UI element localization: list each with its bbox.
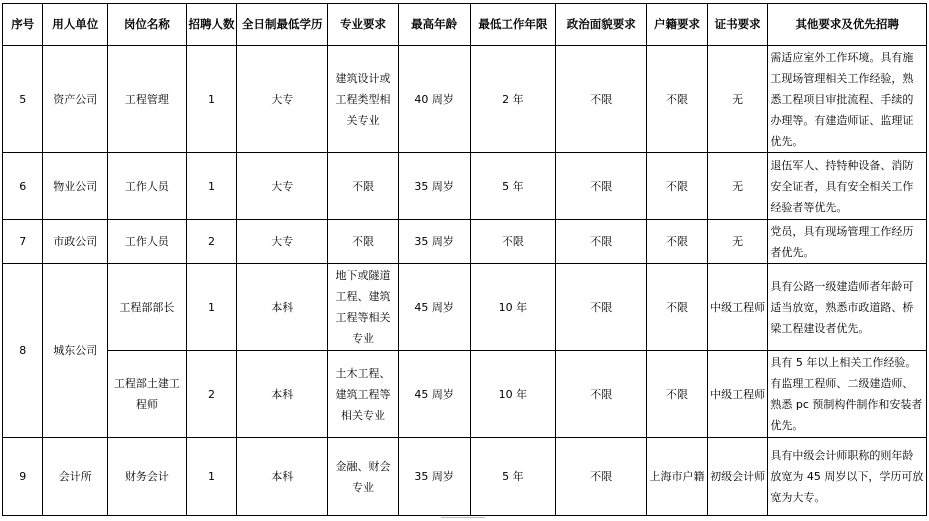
cell-hukou: 不限: [647, 220, 708, 264]
header-row: [3, 4, 927, 46]
cell-cert: 无: [707, 153, 768, 220]
cell-education: 大专: [237, 46, 328, 153]
cell-major: 金融、财会专业: [328, 438, 399, 516]
cell-political: 不限: [556, 264, 647, 351]
header-count: 招聘人数: [186, 4, 236, 46]
cell-hukou: 不限: [647, 46, 708, 153]
cell-unit: 城东公司: [43, 264, 108, 438]
cell-education: 大专: [237, 153, 328, 220]
cell-political: 不限: [556, 153, 647, 220]
cell-cert: 无: [707, 46, 768, 153]
recruitment-table: [2, 3, 927, 516]
table-row: [3, 351, 927, 438]
cell-major: 土木工程、建筑工程等相关专业: [328, 351, 399, 438]
cell-position: 工程部土建工程师: [108, 351, 187, 438]
cell-age: 45 周岁: [398, 264, 470, 351]
cell-count: 1: [186, 153, 236, 220]
cell-political: 不限: [556, 438, 647, 516]
cell-count: 2: [186, 220, 236, 264]
table-row: [3, 264, 927, 351]
cell-other: 具有中级会计师职称的则年龄放宽为 45 周岁以下，学历可放宽为大专。: [768, 438, 927, 516]
header-political: 政治面貌要求: [556, 4, 647, 46]
cell-hukou: 不限: [647, 351, 708, 438]
header-age: 最高年龄: [398, 4, 470, 46]
cell-position: 工作人员: [108, 153, 187, 220]
cell-education: 本科: [237, 264, 328, 351]
cell-education: 大专: [237, 220, 328, 264]
cell-years: 10 年: [470, 264, 556, 351]
header-no: 序号: [3, 4, 43, 46]
cell-hukou: 上海市户籍: [647, 438, 708, 516]
cell-age: 45 周岁: [398, 351, 470, 438]
cell-major: 不限: [328, 220, 399, 264]
cell-other: 退伍军人、持特种设备、消防安全证者，具有安全相关工作经验者等优先。: [768, 153, 927, 220]
cell-political: 不限: [556, 351, 647, 438]
header-years: 最低工作年限: [470, 4, 556, 46]
table-row: [3, 438, 927, 516]
cell-education: 本科: [237, 351, 328, 438]
cell-cert: 中级工程师: [707, 351, 768, 438]
cell-cert: 无: [707, 220, 768, 264]
cell-years: 2 年: [470, 46, 556, 153]
cell-unit: 资产公司: [43, 46, 108, 153]
table-row: [3, 46, 927, 153]
cell-cert: 中级工程师: [707, 264, 768, 351]
cell-unit: 物业公司: [43, 153, 108, 220]
cell-position: 工作人员: [108, 220, 187, 264]
header-cert: 证书要求: [707, 4, 768, 46]
cell-age: 40 周岁: [398, 46, 470, 153]
cell-hukou: 不限: [647, 264, 708, 351]
cell-education: 本科: [237, 438, 328, 516]
header-hukou: 户籍要求: [647, 4, 708, 46]
cell-no: 9: [3, 438, 43, 516]
cell-political: 不限: [556, 220, 647, 264]
cell-cert: 初级会计师: [707, 438, 768, 516]
cell-count: 1: [186, 264, 236, 351]
table-row: [3, 153, 927, 220]
cell-position: 工程部部长: [108, 264, 187, 351]
cell-count: 2: [186, 351, 236, 438]
cell-years: 10 年: [470, 351, 556, 438]
cell-no: 5: [3, 46, 43, 153]
table-row: [3, 220, 927, 264]
cell-position: 工程管理: [108, 46, 187, 153]
cell-position: 财务会计: [108, 438, 187, 516]
cell-count: 1: [186, 438, 236, 516]
cell-no: 8: [3, 264, 43, 438]
cell-no: 7: [3, 220, 43, 264]
cell-years: 不限: [470, 220, 556, 264]
header-major: 专业要求: [328, 4, 399, 46]
cell-age: 35 周岁: [398, 153, 470, 220]
cell-no: 6: [3, 153, 43, 220]
cell-hukou: 不限: [647, 153, 708, 220]
cell-count: 1: [186, 46, 236, 153]
cell-unit: 会计所: [43, 438, 108, 516]
header-unit: 用人单位: [43, 4, 108, 46]
header-position: 岗位名称: [108, 4, 187, 46]
cell-other: 具有公路一级建造师者年龄可适当放宽，熟悉市政道路、桥梁工程建设者优先。: [768, 264, 927, 351]
cell-unit: 市政公司: [43, 220, 108, 264]
cell-age: 35 周岁: [398, 438, 470, 516]
header-other: 其他要求及优先招聘: [768, 4, 927, 46]
divider: [441, 517, 485, 518]
cell-years: 5 年: [470, 438, 556, 516]
cell-years: 5 年: [470, 153, 556, 220]
cell-major: 地下或隧道工程、建筑工程等相关专业: [328, 264, 399, 351]
cell-major: 建筑设计或工程类型相关专业: [328, 46, 399, 153]
cell-other: 具有 5 年以上相关工作经验。有监理工程师、二级建造师、熟悉 pc 预制构件制作和安装者优先。: [768, 351, 927, 438]
cell-other: 需适应室外工作环境。具有施工现场管理相关工作经验，熟悉工程项目审批流程、手续的办理等。有建造师证、监理证优先。: [768, 46, 927, 153]
cell-political: 不限: [556, 46, 647, 153]
cell-major: 不限: [328, 153, 399, 220]
cell-other: 党员，具有现场管理工作经历者优先。: [768, 220, 927, 264]
cell-age: 35 周岁: [398, 220, 470, 264]
header-education: 全日制最低学历: [237, 4, 328, 46]
